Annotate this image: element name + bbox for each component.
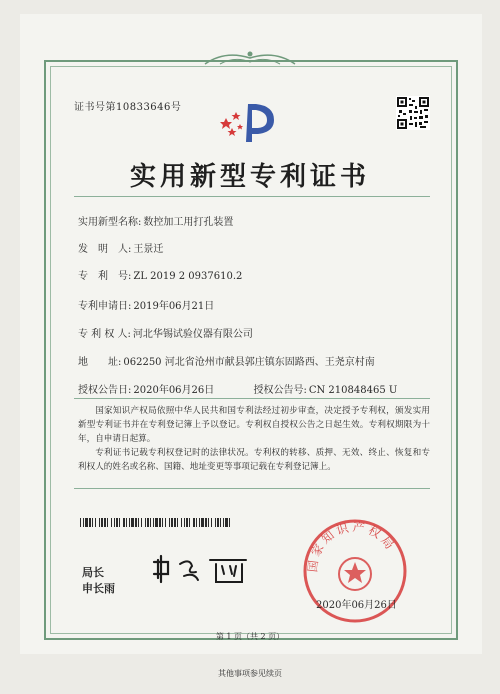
- seal-date: 2020年06月26日: [316, 600, 397, 611]
- director-signature: [150, 552, 260, 586]
- director-title: 局长: [82, 566, 104, 579]
- inventor-row: [78, 240, 163, 255]
- address-row: [78, 353, 375, 368]
- top-ornament-icon: [200, 48, 300, 68]
- patent-number-row: [78, 267, 242, 282]
- utility-model-name: 数控加工用打孔装置: [143, 217, 234, 228]
- field-label: 授权公告日:: [78, 385, 132, 396]
- field-label: 地 址:: [78, 357, 122, 368]
- grant-date: 2020年06月26日: [133, 385, 215, 396]
- patentee-address: 062250 河北省沧州市献县郭庄镇东固路西、王尧京村南: [123, 357, 375, 368]
- seal-text: 国家知识产权局: [305, 519, 399, 573]
- certificate-title: 实用新型专利证书: [129, 162, 370, 192]
- legal-status-paragraph: 专利证书记载专利权登记时的法律状况。专利权的转移、质押、无效、终止、恢复和专利权人的姓名或名称、国籍、地址变更等事项记载在专利登记簿上。: [78, 448, 430, 472]
- barcode-icon: [80, 518, 230, 527]
- qr-code-icon: [396, 96, 430, 130]
- director-name: 申长雨: [82, 582, 115, 595]
- certificate-number: 证书号第10833646号: [74, 102, 182, 113]
- patentee-name: 河北华锡试验仪器有限公司: [132, 329, 253, 340]
- title-divider: [74, 196, 430, 197]
- filing-date-row: [78, 297, 214, 312]
- filing-date: 2019年06月21日: [133, 301, 215, 312]
- field-label: 专 利 权 人:: [78, 329, 131, 340]
- field-label: 专利申请日:: [78, 301, 132, 312]
- field-label: 授权公告号:: [253, 385, 307, 396]
- page-indicator: 第 1 页（共 2 页）: [215, 632, 285, 641]
- inventor-name: 王景迁: [133, 244, 164, 255]
- grant-row: [78, 381, 397, 396]
- utility-model-name-row: [78, 213, 233, 228]
- grant-number: CN 210848465 U: [308, 385, 398, 396]
- field-label: 发 明 人:: [78, 244, 132, 255]
- cnipa-logo-icon: [212, 98, 290, 146]
- grant-statement-paragraph: 国家知识产权局依照中华人民共和国专利法经过初步审查，决定授予专利权，颁发实用新型专利证书并在专利登记簿上予以登记。专利权自授权公告之日起生效。专利权期限为十年，自申请日起算。: [78, 406, 430, 444]
- footer-note: 其他事项参见续页: [218, 669, 282, 678]
- footer-divider: [74, 488, 430, 489]
- patentee-row: [78, 325, 253, 340]
- field-label: 专 利 号:: [78, 271, 132, 282]
- body-divider: [74, 398, 430, 399]
- field-label: 实用新型名称:: [78, 217, 142, 228]
- patent-number: ZL 2019 2 0937610.2: [133, 271, 243, 282]
- svg-text:国家知识产权局: [305, 519, 398, 573]
